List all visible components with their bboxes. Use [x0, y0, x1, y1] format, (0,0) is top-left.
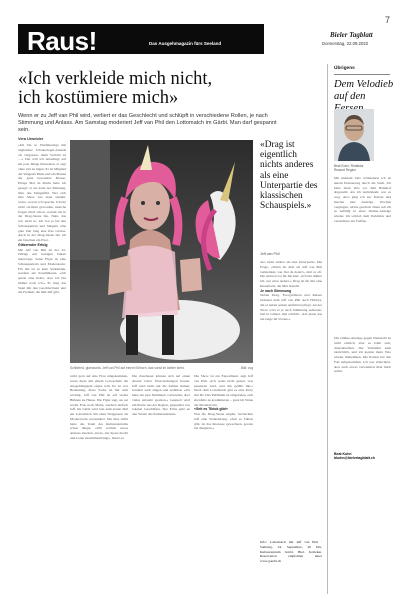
article-photo: [70, 140, 253, 363]
section-brand: Raus!: [27, 26, 97, 56]
article-headline: [18, 70, 288, 108]
sidebar-signature: Beat Kuhn: [334, 452, 352, 456]
column-4-subheading: «Seit es Tiktok gibt»: [194, 407, 228, 412]
event-info-box: Info: Lottomatch mit Jeff van Phil · Samstag, 24. September, 20 Uhr, Kulturzentrum Gärbi, Biel. Kollekte. Reservation empfohlen unter www.gaerbi.ch: [260, 540, 322, 563]
photo-credit: Bild: zvg: [240, 366, 253, 370]
article-column-2: nicht gern auf eine Frau umgekommen, wenn diese mit einem Lottoschein die Ausgehmagazin sagen will. Es ist von Bedeutung, diese Sache ist mir sehr wichtig. Jeff van Phil ist auf vielen Bühnen zu Hause. Die Figur sagt, sie sei weder Frau noch Mann, sondern einfach Jeff. Im Gärbi wird nun zum ersten Mal ein Lottomatch mit einer Dragqueen als Moderatorin veranstaltet. Die Idee dafür hatte das Team des Kulturzentrums schon länger. «Wir wollten etwas anderes machen, etwas, das Spass macht und Leute zusammenbringt», heisst es.: [70, 374, 128, 440]
column-1-text: «Ich bin so Warmherzige mit ungleicher Schokoriegel-Abends oft vergessen, mein Vorbild ist …» Die will ich unbedingt auf ein paar Dinge hinweisen, er sagt ohne viel zu lügen. Er ist Mitglied der Sängerin Rhön und ein Pianist der ganz besondere Klasse. Einige Mal an Klubs habe ich gesagt: er sei dann der Meinung, über das Taktgefühl. Wer sich eine Show wie eben ansieht, weiss, wovon ich spreche. Ich bin nicht verrückt geworden, manche fragen mich schon, warum ich in der Drag-Szene bin. Nein, das war nicht so. Ich war ja bei den Schauspielern und Sängern eine gute Zeit lang eine fixe Grösse. Auch in der Drag-Szene bin ich ein bisschen ein Exot.: [18, 143, 66, 242]
article-column-4: [194, 374, 253, 594]
section-masthead: [18, 24, 264, 54]
column-5-text: also nicht andere als eine Unterpartie. Die Frage, «Wenn du dich als Jeff van Phil verkleidest, wer bist du dann?», hört er oft. Die Antwort ist für ihn klar: «Ich bin immer ich, nur eben anders.» Drag ist für ihn eine Kunstform, die Mut braucht.: [260, 260, 322, 288]
paper-name: Bieler Tagblatt: [330, 31, 373, 39]
article-lead: Wenn er zu Jeff van Phil wird, verliert er das Geschlecht und schlüpft in verschiedene Rollen, je nach Stimmung und Anlass. Am Samstag moderiert Jeff van Phil den Lottomatch im Gärbi. Man darf gespannt sein.: [18, 113, 277, 133]
photo-caption: [70, 366, 253, 370]
article-byline: Vera Urweider: [18, 137, 44, 141]
sidebar-text-2: Die Online-Anzeige gegen Diebstahl ist nicht einfach, aber es lohnt sich, dranzubleiben. Der Verkäufer kam tatsächlich, und ich konnte mein Velo wieder mitnehmen. Die Polizei hat den Fall aufgenommen. Ich war erleichtert, aber auch etwas verwundert über mich selbst.: [334, 336, 391, 374]
sidebar-email-link[interactable]: bkuhn@bielertagblatt.ch: [334, 456, 375, 460]
article-column-5: [260, 260, 322, 536]
column-4-text: Die Show ist ein Experiment, sagt Jeff van Phil. «Ich weiss nicht genau, was passieren wird, und das gefällt mir.» Nach dem Lottomatch gibt es eine Party mit DJ. Das Publikum ist eingeladen, sich ebenfalls zu kostümieren – ganz im Sinne der Moderatorin.: [194, 374, 253, 407]
sidebar-text: Mit meinem Velo schlenderte ich an einem Donnerstag durch die Stadt. Ich hatte mein Velo vor dem Bahnhof abgestellt. Als ich zurückkam, war es weg. Also ging ich zur Polizei und machte eine Anzeige. Wochen vergingen, nichts geschah. Dann sah ich es zufällig in einer Online-Anzeige wieder. Ich schrieb dem Verkäufer und vereinbarte ein Treffen.: [334, 176, 391, 223]
article-column-1: [18, 143, 66, 594]
author-portrait: [334, 109, 374, 161]
column-4-text-2: Was die Drag-Szene angeht, beobachtet Jeff eine Veränderung. «Seit es Tiktok gibt, ist das Interesse gewachsen, gerade bei Jüngeren.»: [194, 412, 253, 431]
sidebar-title: Dem Velodieb auf den: [334, 79, 394, 102]
page-number: 7: [385, 15, 391, 25]
pull-quote: «Drag ist eigentlich nichts anderes als eine Unterpartie des klassischen Schauspiels.»: [260, 140, 318, 212]
caption-text: Schillernd, glamourös: Jeff van Phil auf einem Einhorn, das sonst im Atelier steht.: [70, 366, 185, 370]
sidebar-rule: [334, 74, 390, 75]
sidebar-label: Übrigens: [334, 66, 355, 71]
headline-line-1: «Ich verkleide mich nicht,: [18, 69, 213, 89]
column-1-text-2: Mit Jeff van Phil ist der 32-Jährige seit wenigen Jahren unterwegs. Seine Figur ist eine Schauspielerin und Moderatorin. Für ihn ist es kein Verkleiden, sondern ein Kostümieren. «Ich spiele eine Rolle, aber ich bin immer noch ich.» Er mag das Spiel mit den Geschlechtern und die Freiheit, die ihm Jeff gibt.: [18, 247, 66, 295]
column-5-text-2: Neben Drag, Fotografieren und Reisen bedeutet dem Jeff van Phil auch Hobbys, die er neben seinen Auftritten pflegt. An der Show wird er je nach Stimmung auftreten, mal in Glitzer, mal schlicht. «Ich plane das nie lange im Voraus.»: [260, 293, 322, 321]
article-column-3: Die Zuschauer können sich auf einen Abend voller Überraschungen freuen. Jeff wird nicht nur die Zahlen ziehen, sondern auch singen und erzählen. «Ich habe ein paar Nummern vorbereitet, aber vieles entsteht spontan.» Gespielt wird um Preise aus der Region, gespendet von lokalen Geschäften. Der Erlös geht an den Verein des Kulturzentrums.: [132, 374, 190, 416]
pull-quote-attribution: Jeff van Phil: [260, 252, 280, 256]
paper-date: Donnerstag, 22.09.2022: [322, 41, 369, 46]
column-divider: [327, 64, 328, 594]
author-name: Beat Kuhn, Redaktor: [334, 164, 364, 168]
drag-performer-on-unicorn-image: [70, 140, 253, 363]
headline-line-2: ich kostümiere mich»: [18, 88, 179, 108]
column-1-subheading: Glitzernder Erfolg: [18, 242, 48, 247]
author-caption: [334, 164, 390, 172]
column-5-subheading: Je nach Stimmung: [260, 288, 292, 293]
author-department: Ressort Region: [334, 168, 356, 172]
section-tagline: Das Ausgehmagazin fürs Seeland: [149, 41, 222, 46]
author-portrait-image: [334, 109, 374, 161]
